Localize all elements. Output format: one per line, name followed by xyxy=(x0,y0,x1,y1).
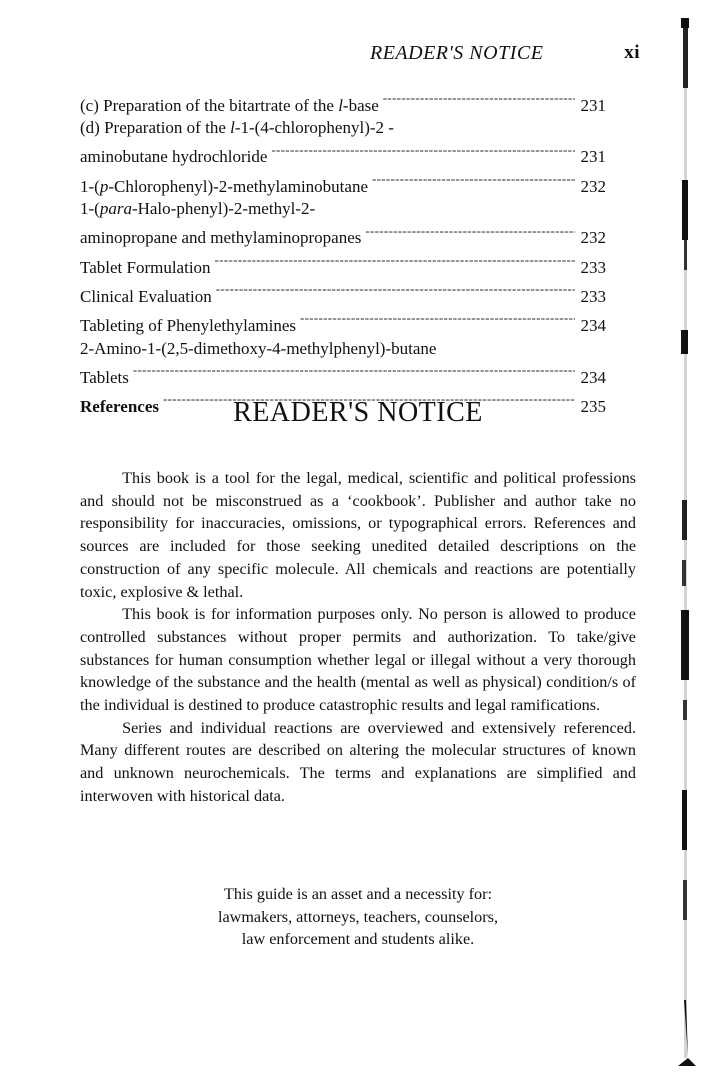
toc-entry: (d) Preparation of the l-1-(4-chlorophenyl)-2 - xyxy=(80,118,394,138)
toc-leader-dots xyxy=(271,140,574,163)
toc-leader-dots xyxy=(215,250,575,273)
toc-page-number: 231 xyxy=(580,147,606,167)
toc-entry: Tablets ----- 234 xyxy=(80,360,606,389)
toc-page-number: 235 xyxy=(580,396,606,416)
toc-page-number: 234 xyxy=(580,315,606,335)
toc-page-number: 231 xyxy=(580,95,606,115)
running-header-title: READER'S NOTICE xyxy=(370,42,544,64)
page-number: xi xyxy=(624,42,640,63)
toc-leader-dots xyxy=(216,279,575,302)
notice-paragraph: This book is for information purposes only. No person is allowed to produce controlled substances without proper permits and authorization. To take/give substances for human consumption whether legal or illegal without a very thorough knowledge of the substance and the health (mental as well as physical) condition/s of the individual is destined to produce catastrophic results and legal ramifications. xyxy=(80,605,636,715)
toc-entry: 1-(para-Halo-phenyl)-2-methyl-2- xyxy=(80,199,316,219)
toc-page-number: 233 xyxy=(580,257,606,277)
toc-leader-dots xyxy=(300,308,575,331)
toc-entry: 2-Amino-1-(2,5-dimethoxy-4-methylphenyl)-butane xyxy=(80,338,437,358)
toc-page-number: 234 xyxy=(580,367,606,387)
toc-leader-dots xyxy=(372,169,575,192)
running-header xyxy=(370,42,640,65)
toc-leader-dots xyxy=(133,360,575,383)
notice-paragraph: Series and individual reactions are overviewed and extensively referenced. Many different routes are described on altering the molecular structures of known and unknown neurochemicals. The terms and explanations are simplified and interwoven with historical data. xyxy=(80,718,636,805)
closing-line: This guide is an asset and a necessity for: xyxy=(224,885,492,903)
toc-entry: 1-(p-Chlorophenyl)-2-methylaminobutane ----- 232 xyxy=(80,169,606,198)
toc-entry: aminobutane hydrochloride ----- 231 xyxy=(80,140,606,169)
toc-entry: (c) Preparation of the bitartrate of the l-base ----- 231 xyxy=(80,88,606,117)
notice-paragraph: This book is a tool for the legal, medical, scientific and political professions and should not be misconstrued as a ‘cookbook’. Publisher and author take no responsibility for inaccuracies, omissions, or typographical errors. References and sources are included for those seeking unedited detailed descriptions on the construction of any specific molecule. All chemicals and reactions are potentially toxic, explosive & lethal. xyxy=(80,469,636,601)
toc-entry: aminopropane and methylaminopropanes ----- 232 xyxy=(80,221,606,250)
table-of-contents xyxy=(80,88,606,418)
closing-statement xyxy=(80,883,636,951)
toc-page-number: 232 xyxy=(580,228,606,248)
notice-heading: READER'S NOTICE xyxy=(233,397,483,428)
closing-line: lawmakers, attorneys, teachers, counselors, xyxy=(217,907,499,926)
closing-line: law enforcement and students alike. xyxy=(241,930,475,949)
toc-leader-dots xyxy=(365,221,574,244)
scan-binding-edge xyxy=(670,0,716,1072)
toc-page-number: 233 xyxy=(580,286,606,306)
notice-body xyxy=(80,467,636,808)
toc-entry-references: References ----- 235 xyxy=(80,389,606,418)
toc-entry: Clinical Evaluation ----- 233 xyxy=(80,279,606,308)
toc-page-number: 232 xyxy=(580,176,606,196)
toc-entry: Tableting of Phenylethylamines ----- 234 xyxy=(80,308,606,337)
toc-entry: Tablet Formulation ----- 233 xyxy=(80,250,606,279)
toc-leader-dots xyxy=(383,88,575,111)
